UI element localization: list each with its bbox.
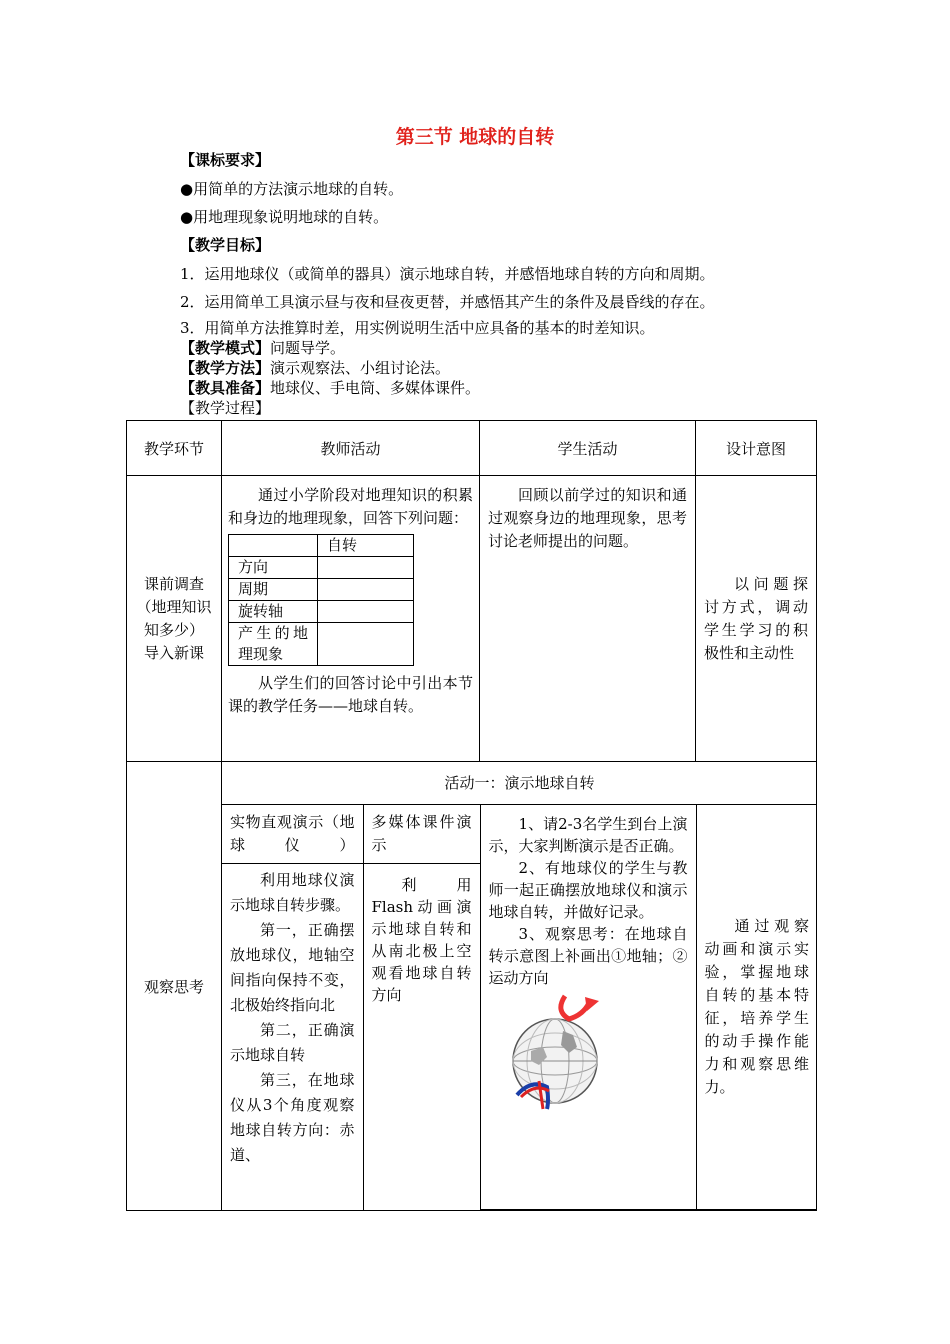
- process-table: [126, 420, 817, 1211]
- demo-step: 利用地球仪演示地球自转步骤。: [230, 870, 355, 914]
- survey-header: 自转: [318, 535, 414, 557]
- mode-value: 问题导学。: [270, 339, 346, 357]
- header-teacher: 教师活动: [222, 421, 480, 476]
- table-header-row: [127, 421, 817, 476]
- survey-row-label: 方向: [229, 557, 318, 579]
- stage-line: 课前调查: [143, 574, 204, 593]
- tools-value: 地球仪、手电筒、多媒体课件。: [270, 379, 481, 397]
- standard-item: ●用简单的方法演示地球的自转。: [180, 180, 404, 198]
- survey-row-label: 周期: [229, 579, 318, 601]
- demo-a-body: [222, 863, 363, 1210]
- stage-cell: [127, 762, 222, 1211]
- header-intent: 设计意图: [696, 421, 817, 476]
- intent-text: 以问题探讨方式，调动学生学习的积极性和主动性: [704, 574, 808, 662]
- header-stage: 教学环节: [127, 421, 222, 476]
- rotation-arrow-icon: [560, 996, 588, 1019]
- process-heading: 【教学过程】: [180, 399, 271, 417]
- student-step: 1、请2-3名学生到台上演示，大家判断演示是否正确。: [488, 814, 688, 855]
- student-step: 2、有地球仪的学生与教师一起正确摆放地球仪和演示地球自转，并做好记录。: [488, 858, 688, 921]
- goal-item: 1．运用地球仪（或简单的器具）演示地球自转，并感悟地球自转的方向和周期。: [180, 265, 715, 283]
- survey-row-label: 旋转轴: [229, 601, 318, 623]
- tools-label: 【教具准备】: [180, 379, 271, 397]
- demo-a-header: 实物直观演示（地球仪）: [222, 804, 363, 863]
- demo-b-header: 多媒体课件演示: [363, 804, 480, 863]
- activity-title: 活动一：演示地球自转: [222, 762, 817, 804]
- intent-cell: [696, 804, 817, 1210]
- student-text: 回顾以前学过的知识和通过观察身边的地理现象，思考讨论老师提出的问题。: [488, 486, 687, 550]
- stage-line: 导入新课: [143, 643, 204, 662]
- header-student: 学生活动: [480, 421, 696, 476]
- survey-row-label: 产生的地理现象: [229, 623, 318, 666]
- mode-label: 【教学模式】: [180, 339, 271, 357]
- teacher-intro: 通过小学阶段对地理知识的积累和身边的地理现象，回答下列问题：: [228, 486, 473, 527]
- stage-text: 观察思考: [143, 977, 204, 996]
- stage-cell: [127, 476, 222, 762]
- demo-step: 第三，在地球仪从3个角度观察地球自转方向：赤道、: [230, 1070, 355, 1164]
- intent-text: 通过观察动画和演示实验，掌握地球自转的基本特征，培养学生的动手操作能力和观察思维力。: [704, 916, 810, 1096]
- intent-cell: [696, 476, 817, 762]
- teaching-mode: [180, 338, 345, 358]
- method-label: 【教学方法】: [180, 359, 271, 377]
- globe-rotation-diagram: [503, 991, 623, 1111]
- activity-cell: [222, 762, 817, 1211]
- student-step: 3、观察思考：在地球自转示意图上补画出①地轴；②运动方向: [488, 924, 688, 987]
- goal-item: 3．用简单方法推算时差，用实例说明生活中应具备的基本的时差知识。: [180, 319, 655, 337]
- page-title: 第三节 地球的自转: [395, 126, 555, 148]
- standards-heading: 【课标要求】: [180, 151, 271, 169]
- survey-table: [228, 534, 414, 666]
- teaching-tools: [180, 378, 480, 398]
- teacher-outro: 从学生们的回答讨论中引出本节课的教学任务——地球自转。: [228, 674, 473, 715]
- goals-heading: 【教学目标】: [180, 236, 271, 254]
- standard-item: ●用地理现象说明地球的自转。: [180, 208, 389, 226]
- table-row: [127, 762, 817, 1211]
- table-row: [127, 476, 817, 762]
- demo-step: 第二，正确演示地球自转: [230, 1020, 355, 1064]
- activity-subtable: [222, 762, 817, 1210]
- student-cell: [480, 476, 696, 762]
- method-value: 演示观察法、小组讨论法。: [270, 359, 451, 377]
- stage-line: （地理知识知多少）: [136, 597, 212, 639]
- teaching-method: [180, 358, 450, 378]
- demo-step: 第一，正确摆放地球仪，地轴空间指向保持不变，北极始终指向北: [230, 920, 355, 1014]
- demo-b-body: 利用Flash动画演示地球自转和从南北极上空观看地球自转方向: [363, 863, 480, 1210]
- goal-item: 2．运用简单工具演示昼与夜和昼夜更替，并感悟其产生的条件及晨昏线的存在。: [180, 293, 715, 311]
- student-cell: [480, 804, 696, 1210]
- teacher-cell: [222, 476, 480, 762]
